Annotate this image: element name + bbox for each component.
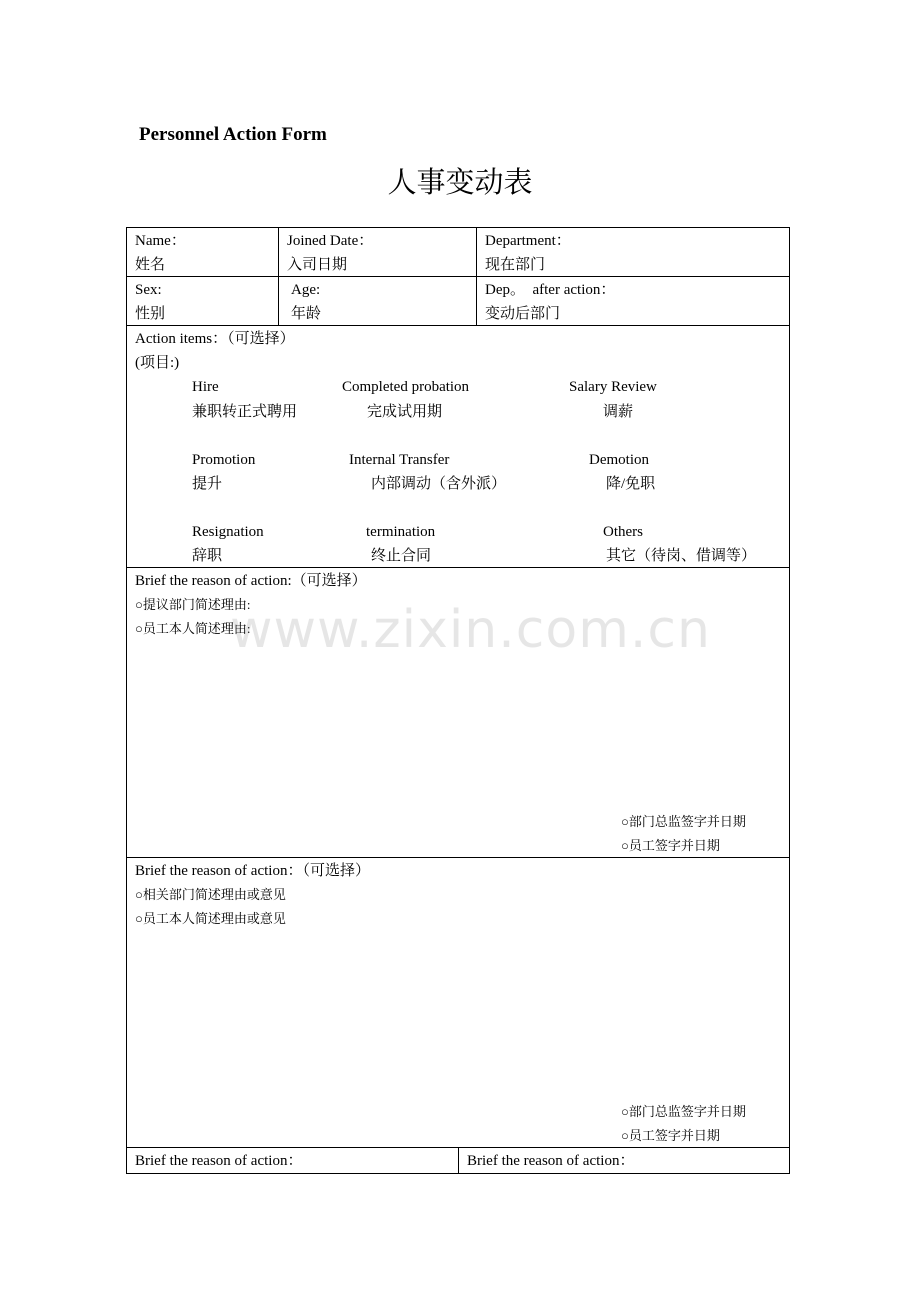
action-item-resignation-zh: 辞职 (192, 548, 223, 564)
sex-label-en: Sex: (135, 282, 162, 298)
age-label-en: Age: (291, 282, 321, 298)
reason2-dept-option[interactable]: ○相关部门简述理由或意见 (135, 887, 286, 902)
action-item-resignation[interactable]: Resignation (192, 524, 264, 540)
action-item-completed-probation-zh: 完成试用期 (367, 404, 443, 420)
action-item-salary-review-zh: 调薪 (603, 404, 634, 420)
name-label-en: Name： (135, 233, 186, 249)
bottom-reason-left: Brief the reason of action： (135, 1153, 303, 1169)
form-table (126, 227, 790, 1174)
col-divider (476, 227, 477, 326)
action-item-promotion[interactable]: Promotion (192, 452, 256, 468)
age-label-zh: 年龄 (291, 306, 322, 322)
form-title-en: Personnel Action Form (139, 124, 327, 145)
reason1-dept-option[interactable]: ○提议部门简述理由: (135, 597, 251, 612)
form-title-zh: 人事变动表 (387, 167, 533, 199)
action-item-others[interactable]: Others (603, 524, 643, 540)
action-items-label-zh: (项目:) (135, 355, 180, 371)
action-item-internal-transfer[interactable]: Internal Transfer (349, 452, 450, 468)
action-item-demotion-zh: 降/免职 (606, 476, 656, 492)
col-divider (458, 1147, 459, 1174)
action-item-salary-review[interactable]: Salary Review (569, 379, 657, 395)
reason1-director-signature[interactable]: ○部门总监签字并日期 (621, 814, 746, 829)
action-item-termination-zh: 终止合同 (371, 548, 432, 564)
dept-after-label-en: Dep。 after action： (485, 282, 616, 298)
row-divider (126, 857, 790, 858)
action-item-hire[interactable]: Hire (192, 379, 219, 395)
action-item-hire-zh: 兼职转正式聘用 (192, 404, 298, 420)
reason2-heading: Brief the reason of action：（可选择） (135, 863, 370, 879)
row-divider (126, 276, 790, 277)
sex-label-zh: 性别 (135, 306, 166, 322)
action-item-demotion[interactable]: Demotion (589, 452, 649, 468)
reason2-employee-signature[interactable]: ○员工签字并日期 (621, 1128, 720, 1143)
reason1-employee-option[interactable]: ○员工本人简述理由: (135, 621, 251, 636)
dept-after-label-zh: 变动后部门 (485, 306, 561, 322)
action-items-label: Action items：（可选择） (135, 331, 295, 347)
row-divider (126, 567, 790, 568)
col-divider (278, 227, 279, 326)
department-label-en: Department： (485, 233, 571, 249)
reason1-heading: Brief the reason of action:（可选择） (135, 573, 367, 589)
row-divider (126, 325, 790, 326)
action-item-others-zh: 其它（待岗、借调等） (606, 548, 757, 564)
watermark: www.zixin.com.cn (230, 600, 711, 660)
joined-date-label-zh: 入司日期 (287, 257, 348, 273)
action-item-internal-transfer-zh: 内部调动（含外派） (371, 476, 507, 492)
joined-date-label-en: Joined Date： (287, 233, 374, 249)
reason2-director-signature[interactable]: ○部门总监签字并日期 (621, 1104, 746, 1119)
action-item-termination[interactable]: termination (366, 524, 436, 540)
department-label-zh: 现在部门 (485, 257, 546, 273)
reason2-employee-option[interactable]: ○员工本人简述理由或意见 (135, 911, 286, 926)
action-item-completed-probation[interactable]: Completed probation (342, 379, 470, 395)
name-label-zh: 姓名 (135, 257, 166, 273)
reason1-employee-signature[interactable]: ○员工签字并日期 (621, 838, 720, 853)
bottom-reason-right: Brief the reason of action： (467, 1153, 635, 1169)
action-item-promotion-zh: 提升 (192, 476, 223, 492)
